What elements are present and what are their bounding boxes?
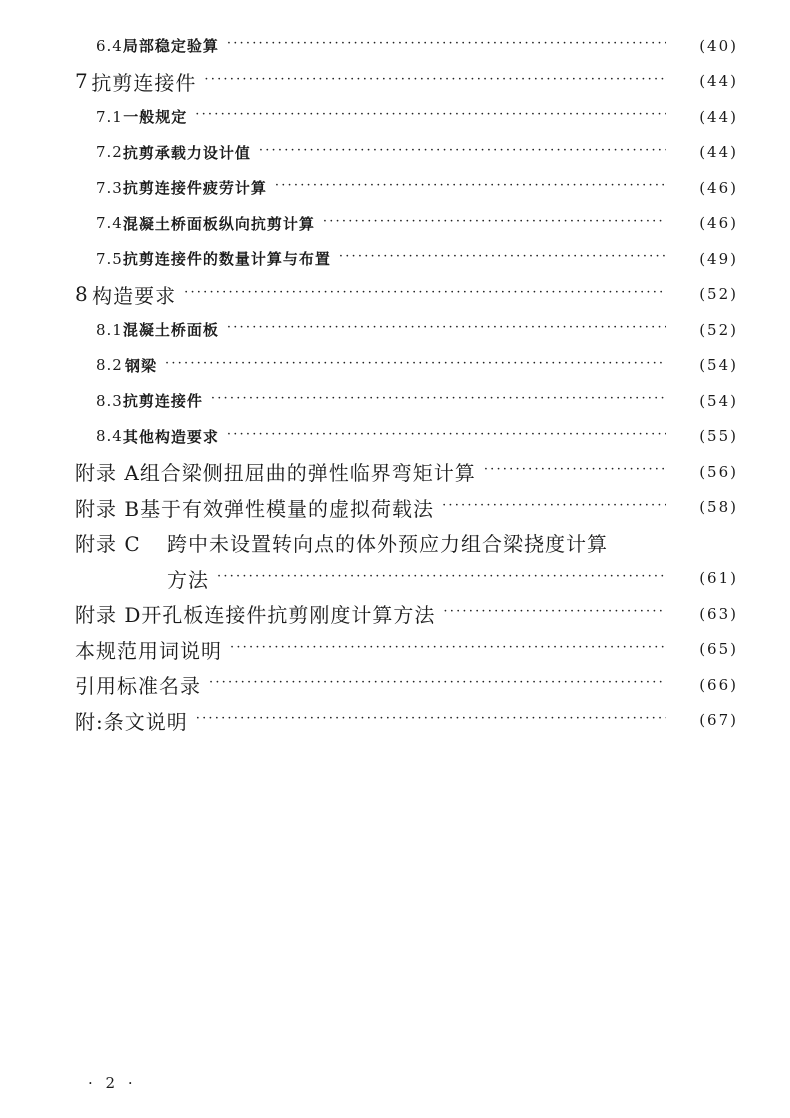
dot-leader: [442, 498, 666, 513]
dot-leader: [275, 178, 666, 193]
toc-entry-number: 7: [75, 69, 88, 94]
dot-leader: [339, 249, 666, 264]
toc-entry[interactable]: [0, 454, 790, 490]
toc-entry-title: 组合梁侧扭屈曲的弹性临界弯矩计算: [139, 461, 476, 486]
toc-entry[interactable]: [0, 525, 790, 561]
toc-entry[interactable]: [0, 99, 790, 135]
toc-entry-page: (40): [699, 36, 738, 55]
toc-entry[interactable]: [0, 64, 790, 100]
toc-entry-page: (65): [699, 640, 738, 659]
toc-entry-title: 钢梁: [124, 356, 157, 375]
toc-entry-page: (44): [699, 72, 738, 91]
toc-entry-page: (46): [699, 214, 738, 233]
toc-entry-title: 抗剪连接件: [122, 392, 203, 411]
toc-entry[interactable]: [0, 241, 790, 277]
dot-leader: [227, 427, 666, 442]
toc-entry-title: 引用标准名录: [75, 674, 201, 699]
toc-entry-number: 附录 C: [75, 532, 141, 557]
toc-entry-page: (52): [699, 285, 738, 304]
toc-entry-number: 8: [75, 282, 88, 307]
toc-entry[interactable]: [0, 206, 790, 242]
toc-entry-title: 混凝土桥面板: [122, 321, 219, 340]
toc-entry-page: (55): [699, 427, 738, 446]
page-number: · 2 ·: [88, 1074, 137, 1092]
toc-entry-number: 7.1: [96, 107, 123, 126]
toc-entry-title: 混凝土桥面板纵向抗剪计算: [122, 214, 315, 233]
dot-leader: [230, 640, 666, 655]
dot-leader: [217, 569, 666, 584]
toc-entry-title: 其他构造要求: [122, 427, 219, 446]
toc-entry-page: (54): [699, 391, 738, 410]
toc-entry-number: 附录 A: [75, 461, 140, 486]
toc-entry-page: (61): [699, 569, 738, 588]
toc-entry[interactable]: [0, 703, 790, 739]
toc-entry[interactable]: [0, 383, 790, 419]
toc-entry[interactable]: [0, 632, 790, 668]
toc-entry[interactable]: [0, 667, 790, 703]
toc-entry-page: (56): [699, 462, 738, 481]
toc-entry-number: 6.4: [96, 36, 123, 55]
toc-entry-number: 附录 B: [75, 496, 141, 521]
toc-entry-page: (49): [699, 249, 738, 268]
toc-entry-title: 基于有效弹性模量的虚拟荷载法: [140, 496, 435, 521]
dot-leader: [211, 391, 666, 406]
toc-entry[interactable]: [0, 170, 790, 206]
toc-entry-number: 8.3: [96, 391, 123, 410]
toc-entry-title: 抗剪连接件: [91, 70, 197, 95]
toc-entry-number: 7.4: [96, 214, 123, 233]
toc-entry[interactable]: [0, 28, 790, 64]
toc-entry-number: 8.4: [96, 427, 123, 446]
table-of-contents: [0, 28, 790, 738]
dot-leader: [195, 107, 666, 122]
toc-entry-title: 一般规定: [123, 108, 188, 127]
toc-entry[interactable]: [0, 561, 790, 597]
toc-entry-page: (66): [699, 675, 738, 694]
toc-entry[interactable]: [0, 135, 790, 171]
toc-entry-page: (44): [699, 107, 738, 126]
toc-entry-title: 抗剪连接件疲劳计算: [122, 179, 267, 198]
toc-entry-number: 7.5: [96, 249, 123, 268]
toc-entry-page: (67): [699, 711, 738, 730]
toc-entry-number: 7.2: [96, 143, 123, 162]
toc-entry-number: 7.3: [96, 178, 123, 197]
toc-entry-page: (52): [699, 320, 738, 339]
dot-leader: [227, 320, 666, 335]
toc-entry-title: 抗剪承载力设计值: [122, 143, 251, 162]
dot-leader: [165, 356, 666, 371]
toc-entry-title: 本规范用词说明: [75, 638, 222, 663]
dot-leader: [204, 72, 666, 87]
toc-entry-page: (63): [699, 604, 738, 623]
toc-entry-number: 附录 D: [75, 603, 142, 628]
dot-leader: [196, 711, 666, 726]
toc-entry-page: (58): [699, 498, 738, 517]
toc-entry-page: (54): [699, 356, 738, 375]
dot-leader: [184, 285, 666, 300]
toc-entry-title: 局部稳定验算: [122, 37, 219, 56]
dot-leader: [484, 462, 666, 477]
toc-entry-number: 8.2: [96, 356, 123, 375]
dot-leader: [259, 143, 666, 158]
toc-entry[interactable]: [0, 419, 790, 455]
toc-entry-page: (46): [699, 178, 738, 197]
toc-entry-page: (44): [699, 143, 738, 162]
toc-entry-title: 开孔板连接件抗剪刚度计算方法: [141, 603, 436, 628]
toc-entry-title: 抗剪连接件的数量计算与布置: [122, 250, 331, 269]
dot-leader: [323, 214, 666, 229]
toc-entry[interactable]: [0, 277, 790, 313]
toc-entry-title: 方法: [167, 567, 209, 592]
toc-entry-title: 附:条文说明: [75, 709, 188, 734]
toc-entry[interactable]: [0, 596, 790, 632]
toc-entry[interactable]: [0, 348, 790, 384]
dot-leader: [443, 604, 666, 619]
toc-entry-number: 8.1: [96, 320, 123, 339]
toc-entry-title: 构造要求: [92, 283, 177, 308]
toc-entry-title: 跨中未设置转向点的体外预应力组合梁挠度计算: [167, 532, 608, 557]
dot-leader: [227, 36, 666, 51]
toc-entry[interactable]: [0, 490, 790, 526]
dot-leader: [209, 675, 666, 690]
toc-entry[interactable]: [0, 312, 790, 348]
